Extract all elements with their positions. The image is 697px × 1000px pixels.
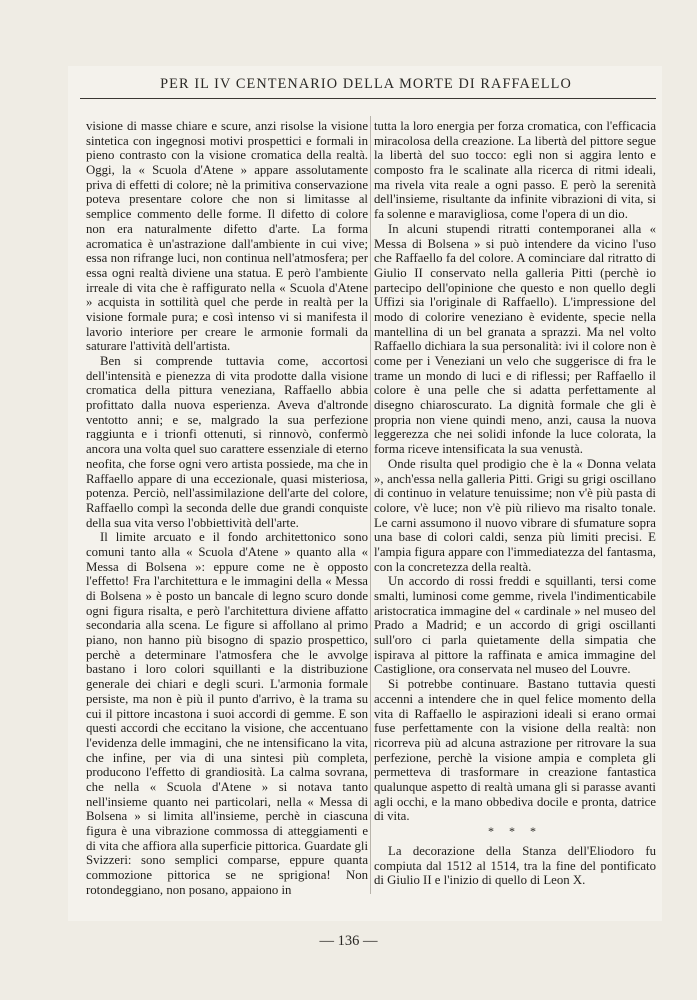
right-paragraph-4: Un accordo di rossi freddi e squillanti, tersi come smalti, luminosi come gemme, rivela l'indimenticabile aristocratica immagine del « cardinale » nel museo del Prado a Madrid; e un accordo di grigi oscillanti sull'oro ci parla quietamente della simpatia che ispirava al pittore la raffinata e amica immagine del Castiglione, ora conservata nel museo del Louvre. xyxy=(374,574,656,677)
left-paragraph-2: Ben si comprende tuttavia come, accortosi dell'intensità e pienezza di vita prodotte dalla visione cromatica della pittura veneziana, Raffaello abbia profittato dalla nuova esperienza. Aveva d'altronde ventotto anni; e se, malgrado la sua perfezione raggiunta e i trionfi ottenuti, si rinnovò, confermò ancora una volta quel suo carattere essenziale di eterno neofita, che forse ogni vero artista possiede, ma che in Raffaello appare di una eccezionale, quasi misteriosa, potenza. Perciò, nell'assimilazione dell'arte del colore, Raffaello compì la seconda delle due grandi conquiste della sua vita verso l'obbiettività dell'arte. xyxy=(86,354,368,530)
right-paragraph-5: Si potrebbe continuare. Bastano tuttavia questi accenni a intendere che in quel felice momento della vita di Raffaello le aspirazioni ideali si erano ormai fuse perfettamente con la visione della realtà: non ricorreva più ad alcuna astrazione per ritrovare la sua perfezione, perchè la visione ampia e completa gli permetteva di trasformare in creazione fantastica qualunque aspetto di realtà umana gli si parasse avanti agli occhi, e la mano obbediva docile e pronta, datrice di vita. xyxy=(374,677,656,824)
left-column xyxy=(86,119,368,897)
right-paragraph-1: tutta la loro energia per forza cromatica, con l'efficacia miracolosa della creazione. La libertà del pittore segue la libertà del suo tocco: egli non si aggira lento e composto fra le scalinate alla ricerca di ritmi ideali, ma rivela vita reale a ogni passo. E però la serenità dell'insieme, risultante da infinite vibrazioni di vita, si fa solenne e maravigliosa, come l'opera di un dio. xyxy=(374,119,656,222)
left-paragraph-3: Il limite arcuato e il fondo architettonico sono comuni tanto alla « Scuola d'Atene » quanto alla « Messa di Bolsena »: eppure come ne è opposto l'effetto! Fra l'architettura e le immagini della « Messa di Bolsena » è posto un bancale di legno scuro donde ogni figura risalta, e però l'architettura diviene affatto secondaria alla scena. Le figure si affollano al primo piano, non hanno più bisogno di spazio prospettico, perchè a determinare l'atmosfera che le avvolge bastano i loro colori squillanti e la distribuzione generale dei chiari e degli scuri. L'armonia formale persiste, ma non è più il punto d'arrivo, è la trama su cui il pittore incastona i suoi accordi di gemme. E son questi accordi che eccitano la visione, che accentuano l'evidenza delle immagini, che ne intensificano la vita, che infine, per via di una sintesi più completa, producono l'effetto di grandiosità. La calma sovrana, che nella « Scuola d'Atene » si notava tanto nell'insieme quanto nei particolari, nella « Messa di Bolsena » si limita all'insieme, perchè in ciascuna figura è una vibrazione commossa di atteggiamenti e di vita che affiora alla superficie pittorica. Guardate gli Svizzeri: sono semplici comparse, eppure quanta commozione pittorica se ne sprigiona! Non rotondeggiano, non posano, appaiono in xyxy=(86,530,368,897)
header-rule xyxy=(80,98,656,99)
right-column xyxy=(374,119,656,888)
left-paragraph-1: visione di masse chiare e scure, anzi risolse la visione sintetica con ingegnosi motivi prospettici e formali in pieno contrasto con la visione cromatica della realtà. Oggi, la « Scuola d'Atene » appare assolutamente priva di effetti di colore; nè la primitiva conservazione poteva presentare colore che non si limitasse al semplice commento delle forme. Il difetto di colore non era naturalmente difetto d'arte. La forma acromatica è un'astrazione dall'ambiente in cui vive; essa non rifrange luci, non continua nell'atmosfera; per essa ogni realtà diviene una statua. E però l'ambiente irreale di vita che è raffigurato nella « Scuola d'Atene » acquista in sottilità quel che perde in realtà per la visione formale pura; e così intenso vi si manifesta il lavorio interiore per creare le armonie formali da saturare l'attività dell'artista. xyxy=(86,119,368,354)
right-paragraph-3: Onde risulta quel prodigio che è la « Donna velata », anch'essa nella galleria Pitti. Grigi su grigi oscillano di continuo in velature tenuissime; non v'è più pasta di colore, v'è luce; non v'è più rilievo ma risalto tonale. Le carni assumono il nuovo vibrare di sfumature sopra una base di colori caldi, senza più limiti precisi. E l'ampia figura appare con l'immediatezza del fantasma, con la concretezza della realtà. xyxy=(374,456,656,574)
column-divider xyxy=(370,116,371,894)
right-paragraph-final: La decorazione della Stanza dell'Eliodoro fu compiuta dal 1512 al 1514, tra la fine del pontificato di Giulio II e l'inizio di quello di Leon X. xyxy=(374,844,656,888)
running-header: PER IL IV CENTENARIO DELLA MORTE DI RAFFAELLO xyxy=(160,76,572,92)
page-number: — 136 — xyxy=(319,933,378,949)
section-break-asterisks: * * * xyxy=(488,824,542,838)
right-paragraph-2: In alcuni stupendi ritratti contemporanei alla « Messa di Bolsena » si può intendere da vicino l'uso che Raffaello fa del colore. A cominciare dal ritratto di Giulio II conservato nella galleria Pitti (perchè io partecipo dell'opinione che questo e non quello degli Uffizi sia l'originale di Raffaello). L'impressione del modo di colorire veneziano è evidente, specie nella mantellina di un bel granata a sprazzi. Ma nel volto Raffaello dichiara la sua personalità: ivi il colore non è come per i Veneziani un velo che suggerisce di fra le trame un mondo di luci e di riflessi; per Raffaello il colore è una pelle che si adatta perfettamente al disegno chiaroscurato. La dignità formale che gli è propria non viene quindi meno, anzi, causa la nuova leggerezza che nei solidi infonde la luce colorata, la forma riceve intensificata la sua venustà. xyxy=(374,221,656,457)
